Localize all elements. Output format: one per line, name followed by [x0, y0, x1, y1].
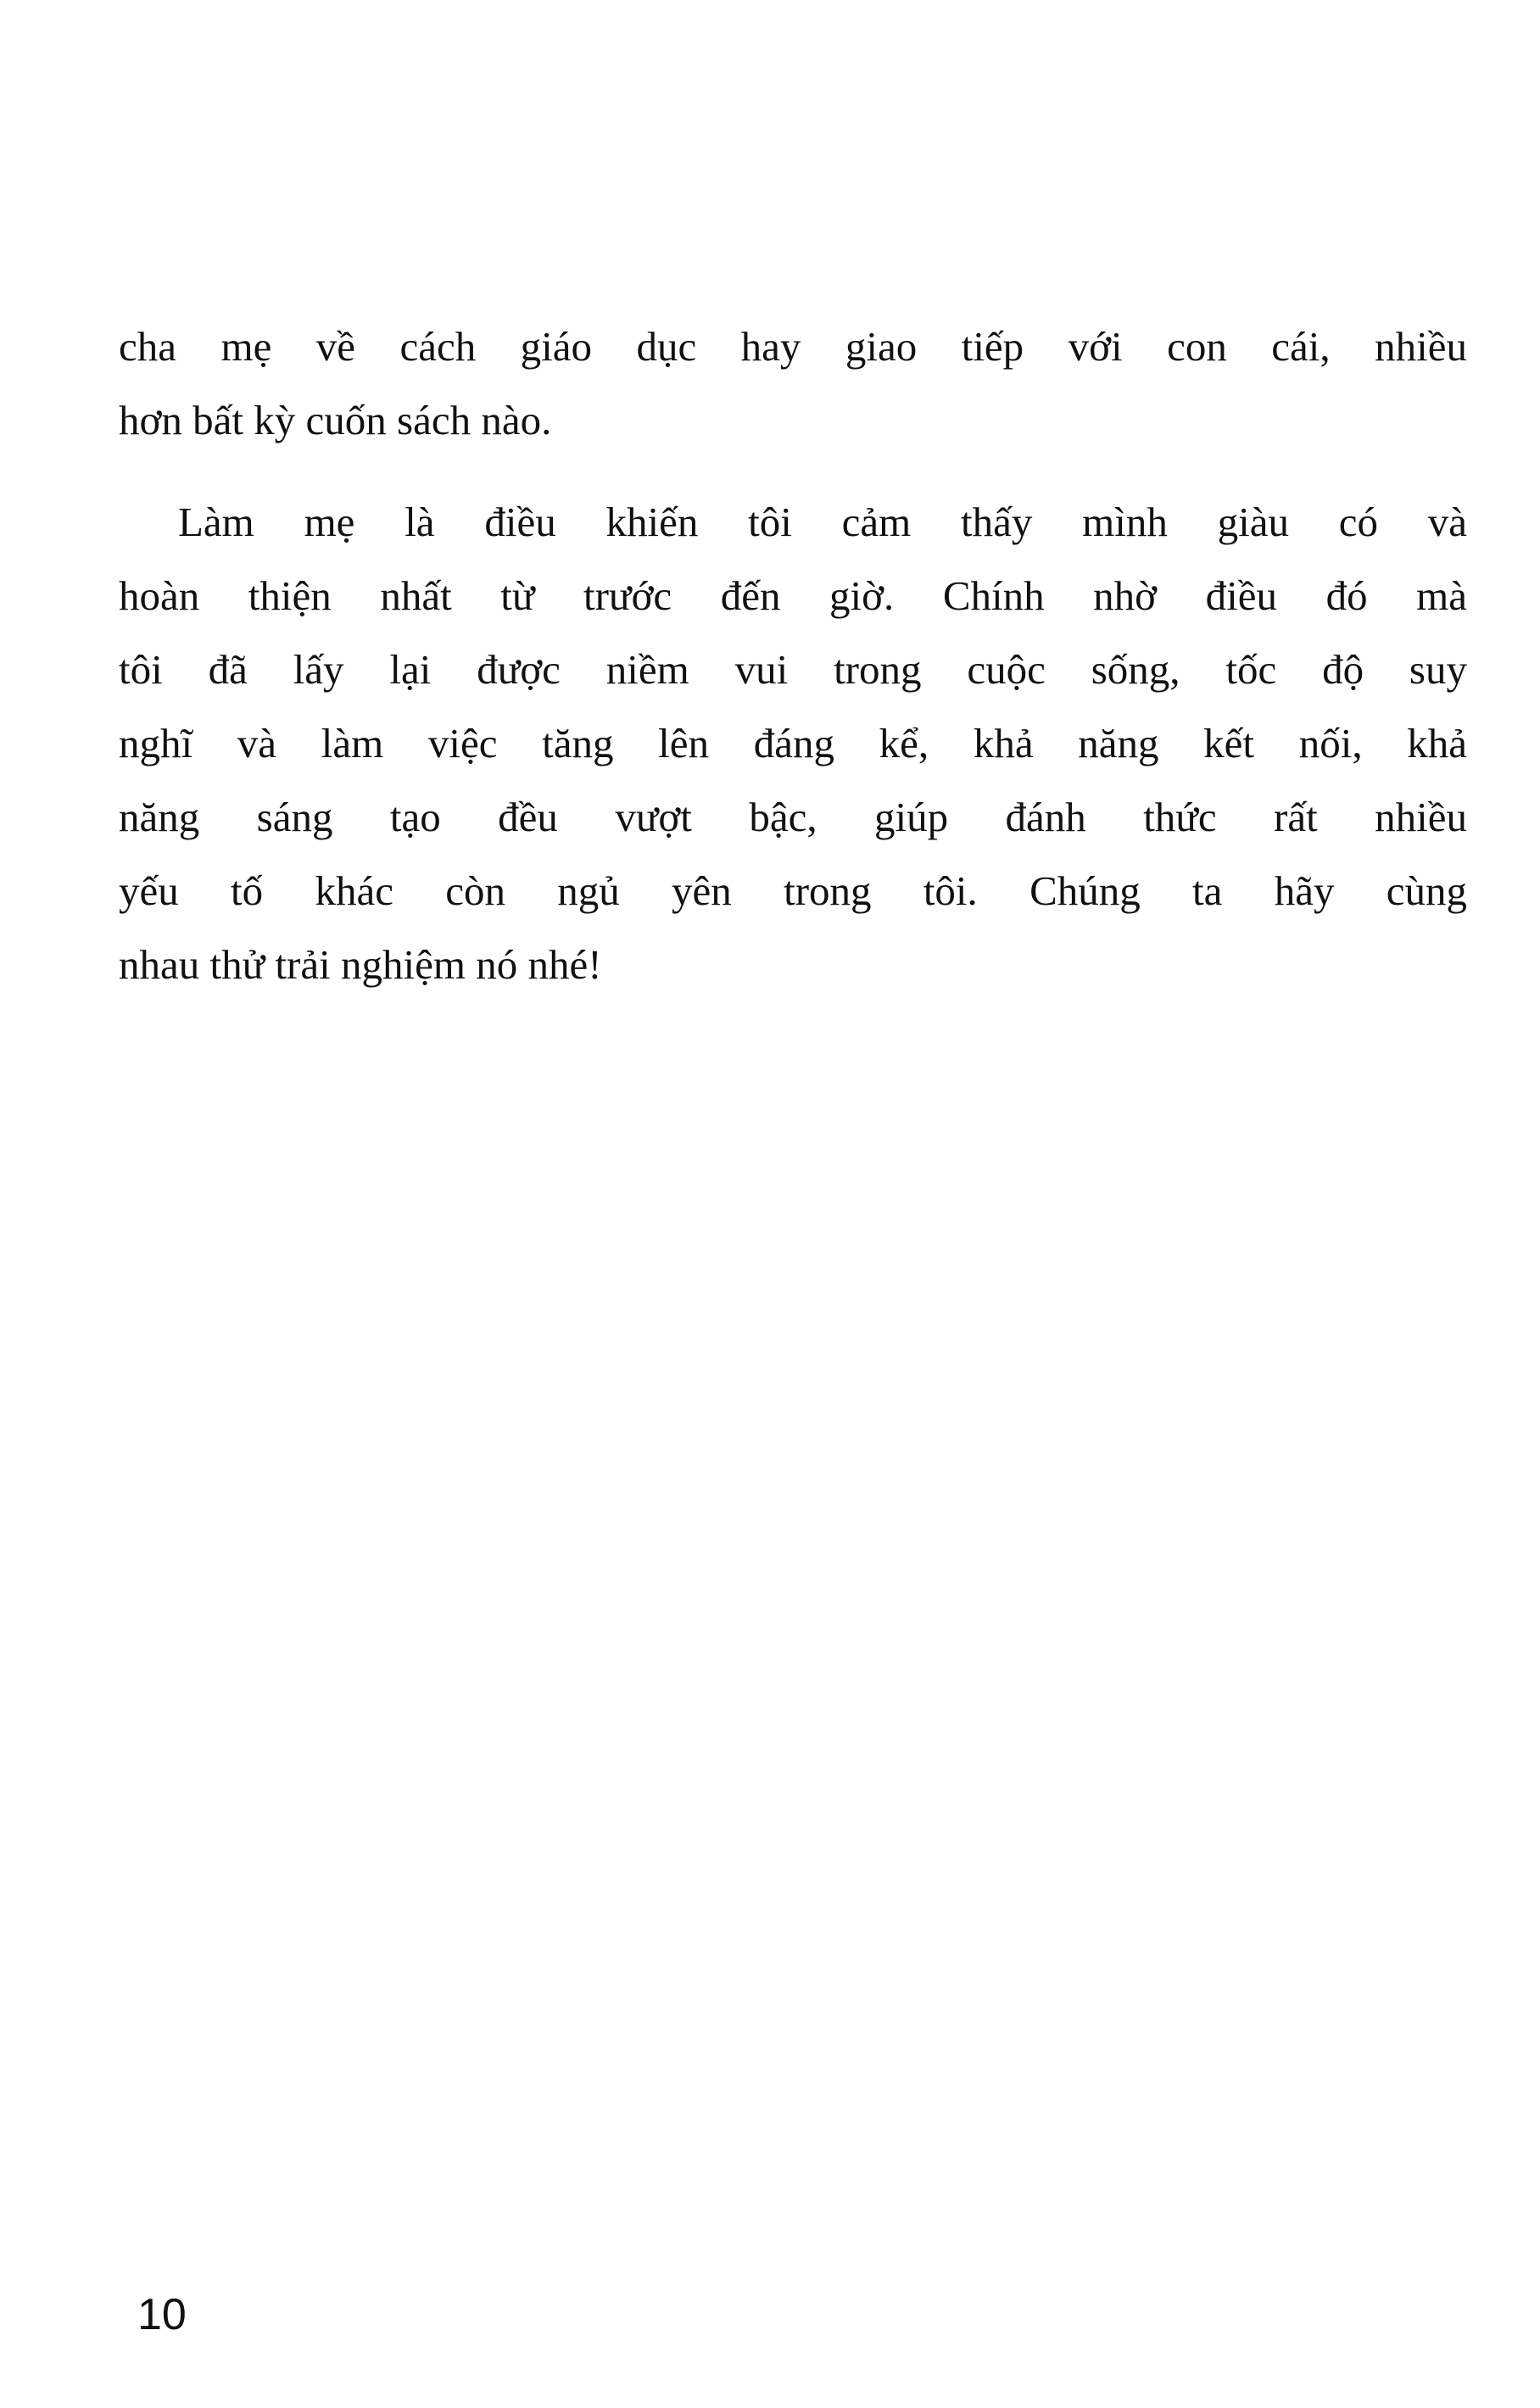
paragraph-1 [119, 309, 1467, 457]
body-text [119, 309, 1467, 1001]
page-number: 10 [137, 2290, 187, 2339]
text-line: Làm mẹ là điều khiến tôi cảm thấy mình giàu có và [178, 499, 1467, 545]
paragraph-2 [119, 485, 1467, 1001]
paragraph-gap [119, 457, 1467, 485]
text-line: nhau thử trải nghiệm nó nhé! [119, 941, 602, 988]
text-line: cha mẹ về cách giáo dục hay giao tiếp với con cái, nhiều [119, 323, 1467, 370]
text-line: tôi đã lấy lại được niềm vui trong cuộc sống, tốc độ suy [119, 646, 1467, 693]
text-line: năng sáng tạo đều vượt bậc, giúp đánh thức rất nhiều [119, 794, 1467, 840]
text-line: hơn bất kỳ cuốn sách nào. [119, 397, 552, 443]
text-line: hoàn thiện nhất từ trước đến giờ. Chính nhờ điều đó mà [119, 572, 1467, 619]
text-line: nghĩ và làm việc tăng lên đáng kể, khả năng kết nối, khả [119, 720, 1467, 766]
text-line: yếu tố khác còn ngủ yên trong tôi. Chúng ta hãy cùng [119, 867, 1467, 914]
